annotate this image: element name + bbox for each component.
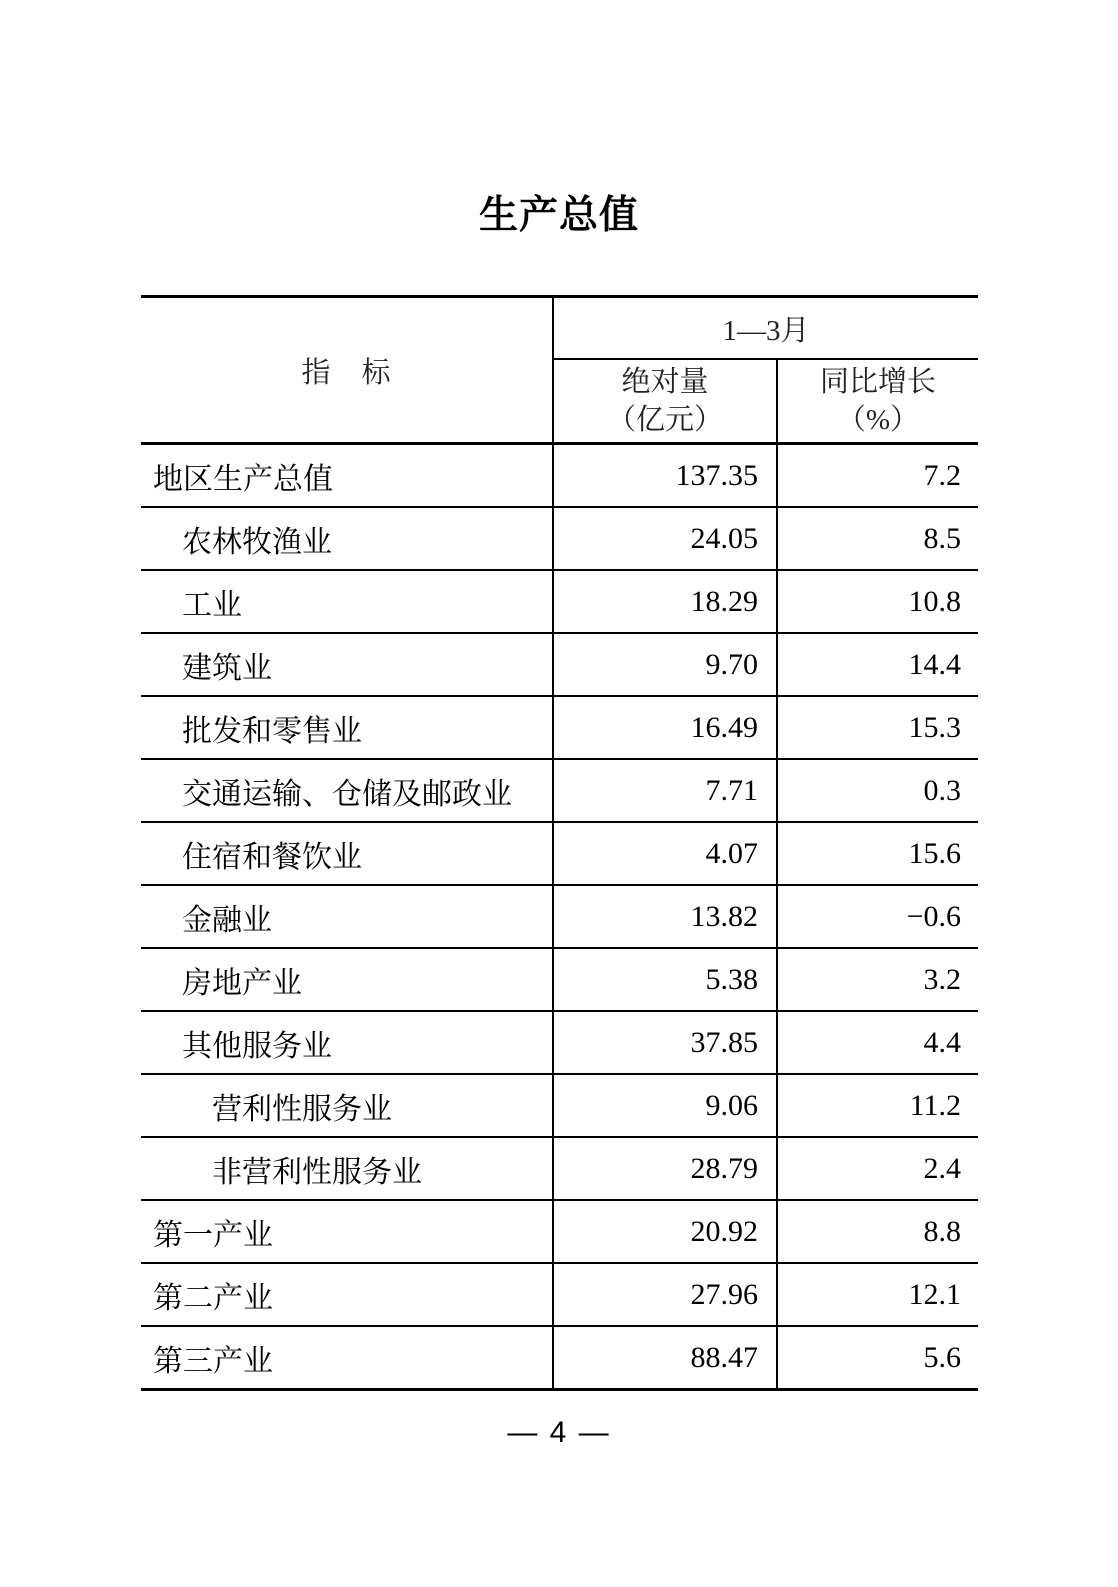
table-row <box>141 696 978 759</box>
row-label: 地区生产总值 <box>141 444 553 508</box>
table-row <box>141 1326 978 1390</box>
absolute-value: 88.47 <box>553 1326 777 1390</box>
table-row <box>141 570 978 633</box>
absolute-value: 28.79 <box>553 1137 777 1200</box>
table-row <box>141 1200 978 1263</box>
table-row <box>141 444 978 508</box>
header-period: 1—3月 <box>553 297 978 360</box>
row-label: 批发和零售业 <box>141 696 553 759</box>
page-title: 生产总值 <box>478 194 639 237</box>
header-growth-line1: 同比增长 <box>820 366 937 398</box>
absolute-value: 4.07 <box>553 822 777 885</box>
header-absolute-line1: 绝对量 <box>621 366 709 398</box>
growth-value: 3.2 <box>777 948 978 1011</box>
growth-value: 7.2 <box>777 444 978 508</box>
table-row <box>141 1074 978 1137</box>
growth-value: 8.8 <box>777 1200 978 1263</box>
header-absolute-value <box>553 359 777 444</box>
absolute-value: 137.35 <box>553 444 777 508</box>
header-growth <box>777 359 978 444</box>
row-label: 农林牧渔业 <box>141 507 553 570</box>
header-growth-line2: （%） <box>836 404 920 436</box>
header-row-period <box>141 297 978 360</box>
gdp-table <box>141 295 978 1391</box>
absolute-value: 7.71 <box>553 759 777 822</box>
table-row <box>141 1137 978 1200</box>
row-label: 其他服务业 <box>141 1011 553 1074</box>
absolute-value: 5.38 <box>553 948 777 1011</box>
header-absolute-line2: （亿元） <box>606 404 723 436</box>
growth-value: 12.1 <box>777 1263 978 1326</box>
table-row <box>141 759 978 822</box>
row-label: 交通运输、仓储及邮政业 <box>141 759 553 822</box>
growth-value: 14.4 <box>777 633 978 696</box>
row-label: 营利性服务业 <box>141 1074 553 1137</box>
growth-value: 4.4 <box>777 1011 978 1074</box>
absolute-value: 37.85 <box>553 1011 777 1074</box>
growth-value: 10.8 <box>777 570 978 633</box>
table-row <box>141 507 978 570</box>
table-body <box>141 444 978 1390</box>
absolute-value: 18.29 <box>553 570 777 633</box>
page-number: — 4 — <box>507 1416 611 1449</box>
table-row <box>141 948 978 1011</box>
table-row <box>141 885 978 948</box>
absolute-value: 16.49 <box>553 696 777 759</box>
table-row <box>141 1011 978 1074</box>
growth-value: 15.6 <box>777 822 978 885</box>
row-label: 住宿和餐饮业 <box>141 822 553 885</box>
table-row <box>141 633 978 696</box>
row-label: 第三产业 <box>141 1326 553 1390</box>
absolute-value: 24.05 <box>553 507 777 570</box>
table-header <box>141 297 978 444</box>
header-indicator: 指 标 <box>141 297 553 444</box>
row-label: 金融业 <box>141 885 553 948</box>
table-row <box>141 822 978 885</box>
growth-value: 5.6 <box>923 1340 962 1374</box>
growth-value: 11.2 <box>777 1074 978 1137</box>
growth-value: −0.6 <box>777 885 978 948</box>
absolute-value: 9.70 <box>553 633 777 696</box>
row-label: 工业 <box>141 570 553 633</box>
row-label: 第二产业 <box>141 1263 553 1326</box>
growth-value: 0.3 <box>777 759 978 822</box>
row-label: 建筑业 <box>141 633 553 696</box>
growth-value: 2.4 <box>777 1137 978 1200</box>
growth-value: 8.5 <box>777 507 978 570</box>
absolute-value: 27.96 <box>553 1263 777 1326</box>
absolute-value: 20.92 <box>553 1200 777 1263</box>
row-label: 房地产业 <box>141 948 553 1011</box>
absolute-value: 9.06 <box>553 1074 777 1137</box>
absolute-value: 13.82 <box>553 885 777 948</box>
growth-value: 15.3 <box>777 696 978 759</box>
table-row <box>141 1263 978 1326</box>
row-label: 第一产业 <box>141 1200 553 1263</box>
row-label: 非营利性服务业 <box>141 1137 553 1200</box>
